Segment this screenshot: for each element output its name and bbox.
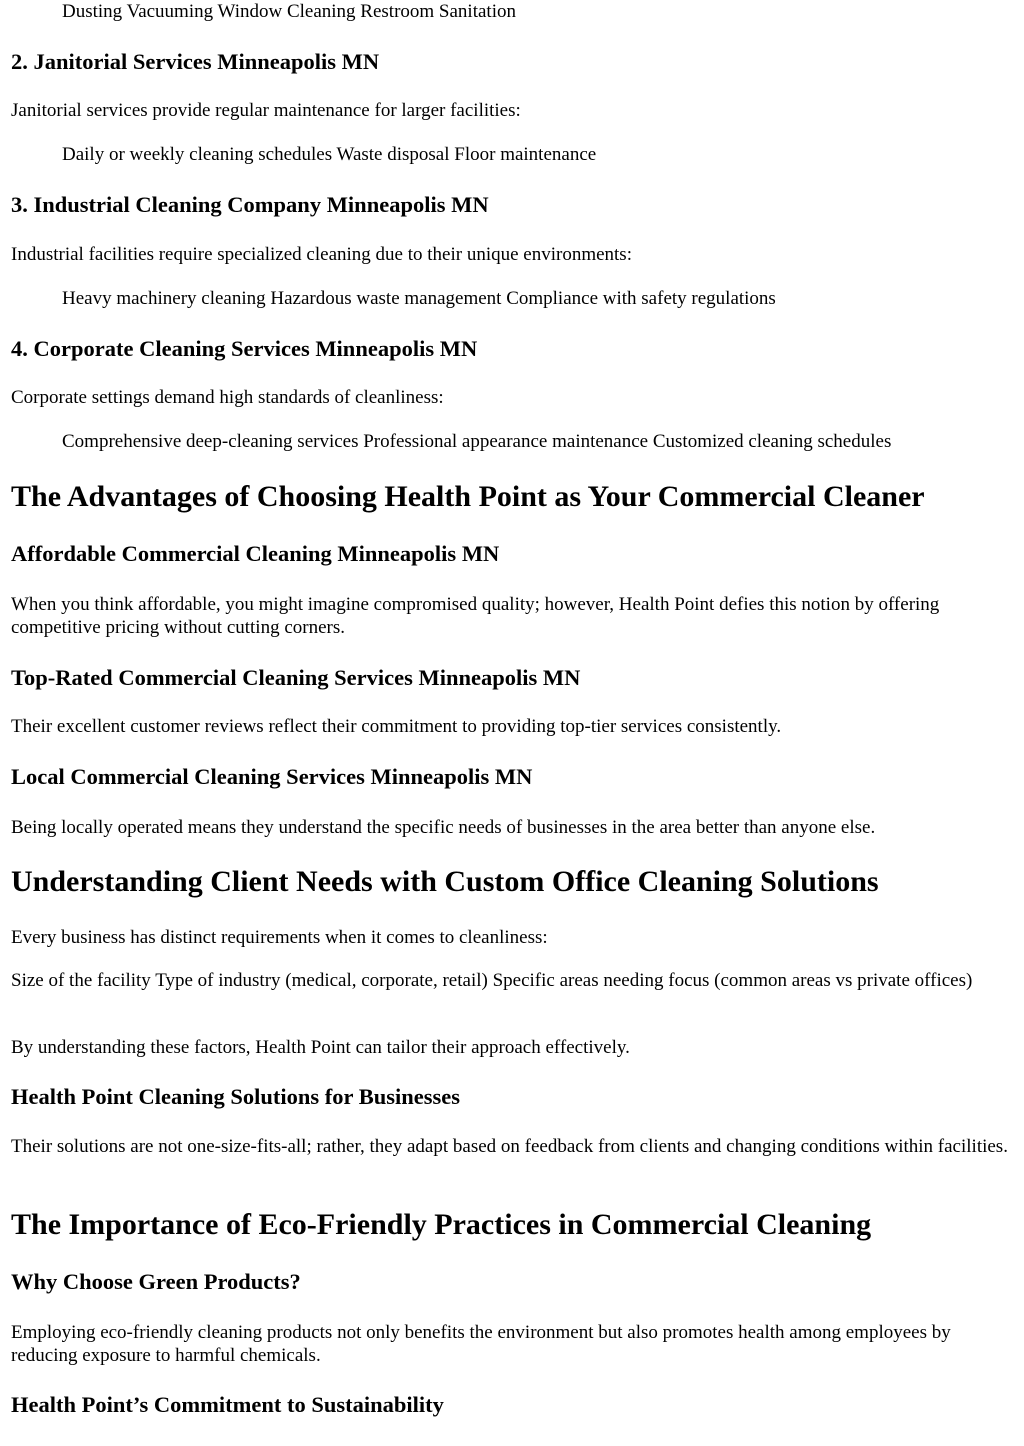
understanding-intro: Every business has distinct requirements when it comes to cleanliness: [11, 927, 548, 948]
solutions-text: Their solutions are not one-size-fits-all; rather, they adapt based on feedback from clients and changing conditions within facilities. [11, 1136, 1008, 1157]
local-text: Being locally operated means they understand the specific needs of businesses in the area better than anyone else. [11, 817, 876, 838]
understanding-heading: Understanding Client Needs with Custom Office Cleaning Solutions [11, 865, 879, 898]
janitorial-heading: 2. Janitorial Services Minneapolis MN [11, 49, 380, 74]
green-heading: Why Choose Green Products? [11, 1269, 301, 1294]
industrial-list: Heavy machinery cleaning Hazardous waste management Compliance with safety regulations [62, 288, 776, 309]
eco-heading: The Importance of Eco-Friendly Practices in Commercial Cleaning [11, 1208, 872, 1241]
industrial-heading: 3. Industrial Cleaning Company Minneapolis MN [11, 192, 489, 217]
services-list: Dusting Vacuuming Window Cleaning Restroom Sanitation [62, 1, 516, 22]
corporate-list: Comprehensive deep-cleaning services Professional appearance maintenance Customized cleaning schedules [62, 431, 892, 452]
advantages-heading: The Advantages of Choosing Health Point as Your Commercial Cleaner [11, 480, 925, 513]
affordable-text: When you think affordable, you might imagine compromised quality; however, Health Point defies this notion by offering competitive pricing without cutting corners. [11, 594, 940, 638]
toprated-text: Their excellent customer reviews reflect their commitment to providing top-tier services consistently. [11, 716, 782, 737]
industrial-intro: Industrial facilities require specialized cleaning due to their unique environments: [11, 244, 632, 265]
solutions-heading: Health Point Cleaning Solutions for Businesses [11, 1084, 461, 1109]
janitorial-list: Daily or weekly cleaning schedules Waste disposal Floor maintenance [62, 144, 597, 165]
sustainability-heading: Health Point’s Commitment to Sustainability [11, 1392, 444, 1417]
local-heading: Local Commercial Cleaning Services Minneapolis MN [11, 764, 533, 789]
corporate-intro: Corporate settings demand high standards of cleanliness: [11, 387, 444, 408]
affordable-heading: Affordable Commercial Cleaning Minneapolis MN [11, 541, 500, 566]
corporate-heading: 4. Corporate Cleaning Services Minneapolis MN [11, 336, 478, 361]
understanding-list: Size of the facility Type of industry (medical, corporate, retail) Specific areas needing focus (common areas vs private offices) [11, 970, 973, 991]
toprated-heading: Top-Rated Commercial Cleaning Services Minneapolis MN [11, 665, 581, 690]
janitorial-intro: Janitorial services provide regular maintenance for larger facilities: [11, 100, 521, 121]
green-text: Employing eco-friendly cleaning products not only benefits the environment but also promotes health among employees by reducing exposure to harmful chemicals. [11, 1322, 951, 1366]
understanding-outro: By understanding these factors, Health Point can tailor their approach effectively. [11, 1037, 630, 1058]
